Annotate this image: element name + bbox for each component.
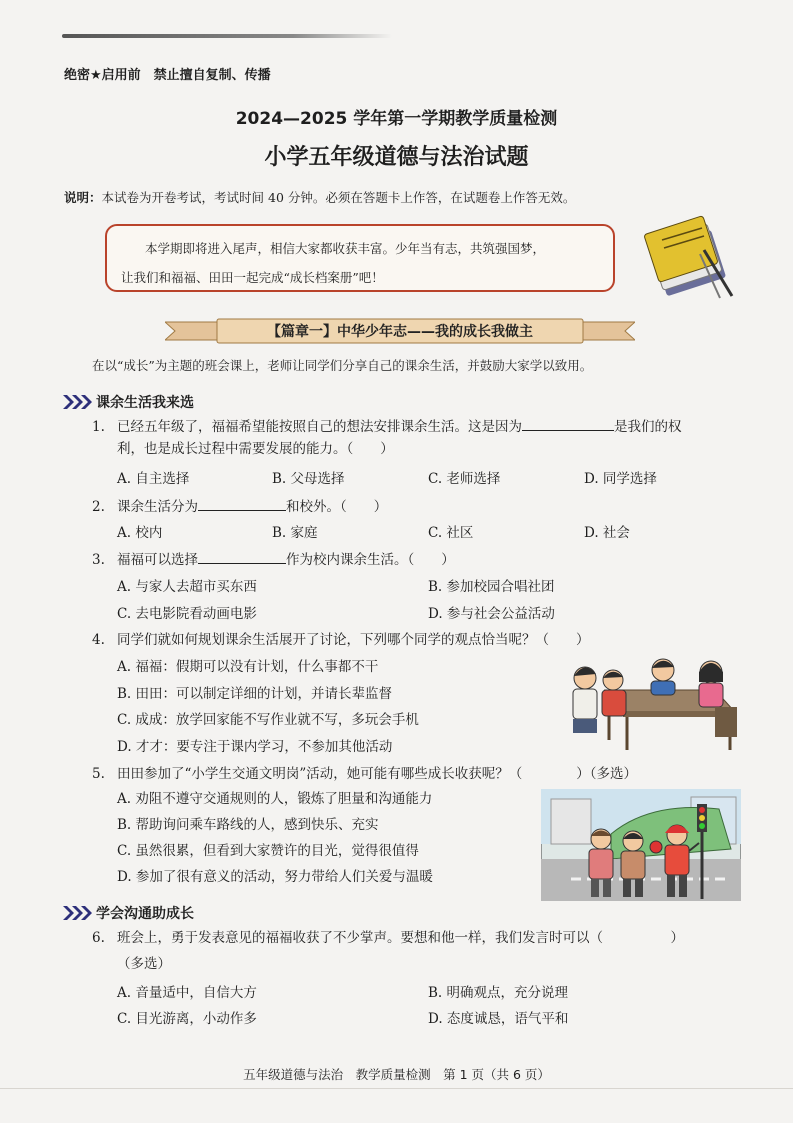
question-text: （多选）: [117, 956, 171, 972]
traffic-post-illustration: [541, 789, 741, 901]
option: C. 目光游离，小动作多: [117, 1011, 257, 1027]
answer-blank: [198, 549, 286, 564]
question-text: 福福可以选择: [117, 552, 198, 568]
intro-line-1: 本学期即将进入尾声，相信大家都收获丰富。少年当有志，共筑强国梦，: [145, 241, 546, 256]
option: A. 福福：假期可以没有计划，什么事都不干: [117, 659, 379, 675]
question-number: 5.: [92, 766, 105, 782]
question-text: 利，也是成长过程中需要发展的能力。（ ）: [117, 441, 394, 457]
instructions-label: 说明：: [64, 190, 102, 205]
question-text: 同学们就如何规划课余生活展开了讨论，下列哪个同学的观点恰当呢？（ ）: [117, 632, 590, 648]
section-heading: [62, 903, 194, 923]
option: C. 社区: [428, 525, 474, 541]
question-number: 4.: [92, 632, 105, 648]
option: A. 自主选择: [117, 471, 190, 487]
option: A. 校内: [117, 525, 163, 541]
answer-blank: [522, 416, 614, 431]
page-footer: 五年级道德与法治 教学质量检测 第 1 页（共 6 页）: [243, 1067, 550, 1082]
question-number: 2.: [92, 499, 105, 515]
top-rule: [62, 34, 392, 38]
option: A. 劝阻不遵守交通规则的人，锻炼了胆量和沟通能力: [117, 791, 433, 807]
subject-title: 小学五年级道德与法治试题: [264, 145, 529, 170]
section-title: 课余生活我来选: [96, 395, 194, 411]
option: D. 社会: [584, 525, 630, 541]
option: D. 参与社会公益活动: [428, 606, 555, 622]
option: D. 才才：要专注于课内学习，不参加其他活动: [117, 739, 393, 755]
question-2: [92, 496, 752, 518]
students-discussion-illustration: [565, 650, 743, 750]
instructions: [64, 188, 575, 206]
chevron-arrows-icon: [62, 905, 92, 921]
chapter-title: 【篇章一】中华少年志——我的成长我做主: [267, 324, 533, 340]
option: C. 去电影院看动画电影: [117, 606, 257, 622]
option: B. 明确观点，充分说理: [428, 985, 569, 1001]
option: B. 帮助询问乘车路线的人，感到快乐、充实: [117, 817, 379, 833]
section-heading: [62, 392, 194, 412]
question-5: [92, 763, 752, 785]
option: C. 老师选择: [428, 471, 501, 487]
exam-title: 2024—2025 学年第一学期教学质量检测: [235, 109, 558, 129]
intro-line-2: 让我们和福福、田田一起完成“成长档案册”吧！: [121, 270, 384, 285]
question-6: [92, 927, 752, 975]
option: A. 与家人去超市买东西: [117, 579, 257, 595]
answer-blank: [198, 496, 286, 511]
question-3: [92, 549, 752, 571]
option: C. 虽然很累，但看到大家赞许的目光，觉得很值得: [117, 843, 419, 859]
instructions-text: 本试卷为开卷考试，考试时间 40 分钟。必须在答题卡上作答，在试题卷上作答无效。: [101, 190, 576, 205]
question-text: 已经五年级了，福福希望能按照自己的想法安排课余生活。这是因为: [117, 419, 522, 435]
question-1: [92, 416, 752, 460]
option: A. 音量适中，自信大方: [117, 985, 257, 1001]
question-number: 1.: [92, 419, 105, 435]
notebooks-illustration: [640, 210, 740, 300]
chapter-banner: [165, 316, 635, 346]
question-number: 3.: [92, 552, 105, 568]
option: B. 田田：可以制定详细的计划，并请长辈监督: [117, 686, 393, 702]
question-text: 课余生活分为: [117, 499, 198, 515]
option: D. 态度诚恳，语气平和: [428, 1011, 569, 1027]
chevron-arrows-icon: [62, 394, 92, 410]
confidential-label: 绝密★启用前 禁止擅自复制、传播: [64, 68, 271, 83]
question-4: [92, 629, 752, 651]
footer-divider: [0, 1088, 793, 1089]
question-text: 和校外。（ ）: [286, 499, 388, 515]
question-text: 作为校内课余生活。（ ）: [286, 552, 455, 568]
section-title: 学会沟通助成长: [96, 906, 194, 922]
option: B. 父母选择: [272, 471, 345, 487]
option: B. 参加校园合唱社团: [428, 579, 555, 595]
chapter-intro: 在以“成长”为主题的班会课上，老师让同学们分享自己的课余生活，并鼓励大家学以致用。: [92, 358, 593, 373]
question-number: 6.: [92, 930, 105, 946]
question-text: 田田参加了“小学生交通文明岗”活动，她可能有哪些成长收获呢？（ ）（多选）: [117, 766, 638, 782]
option: C. 成成：放学回家能不写作业就不写，多玩会手机: [117, 712, 419, 728]
option: D. 参加了很有意义的活动，努力带给人们关爱与温暖: [117, 869, 433, 885]
option: D. 同学选择: [584, 471, 657, 487]
question-text: 是我们的权: [614, 419, 682, 435]
option: B. 家庭: [272, 525, 318, 541]
intro-box: [105, 224, 615, 292]
question-text: 班会上，勇于发表意见的福福收获了不少掌声。要想和他一样，我们发言时可以（ ）: [117, 930, 684, 946]
